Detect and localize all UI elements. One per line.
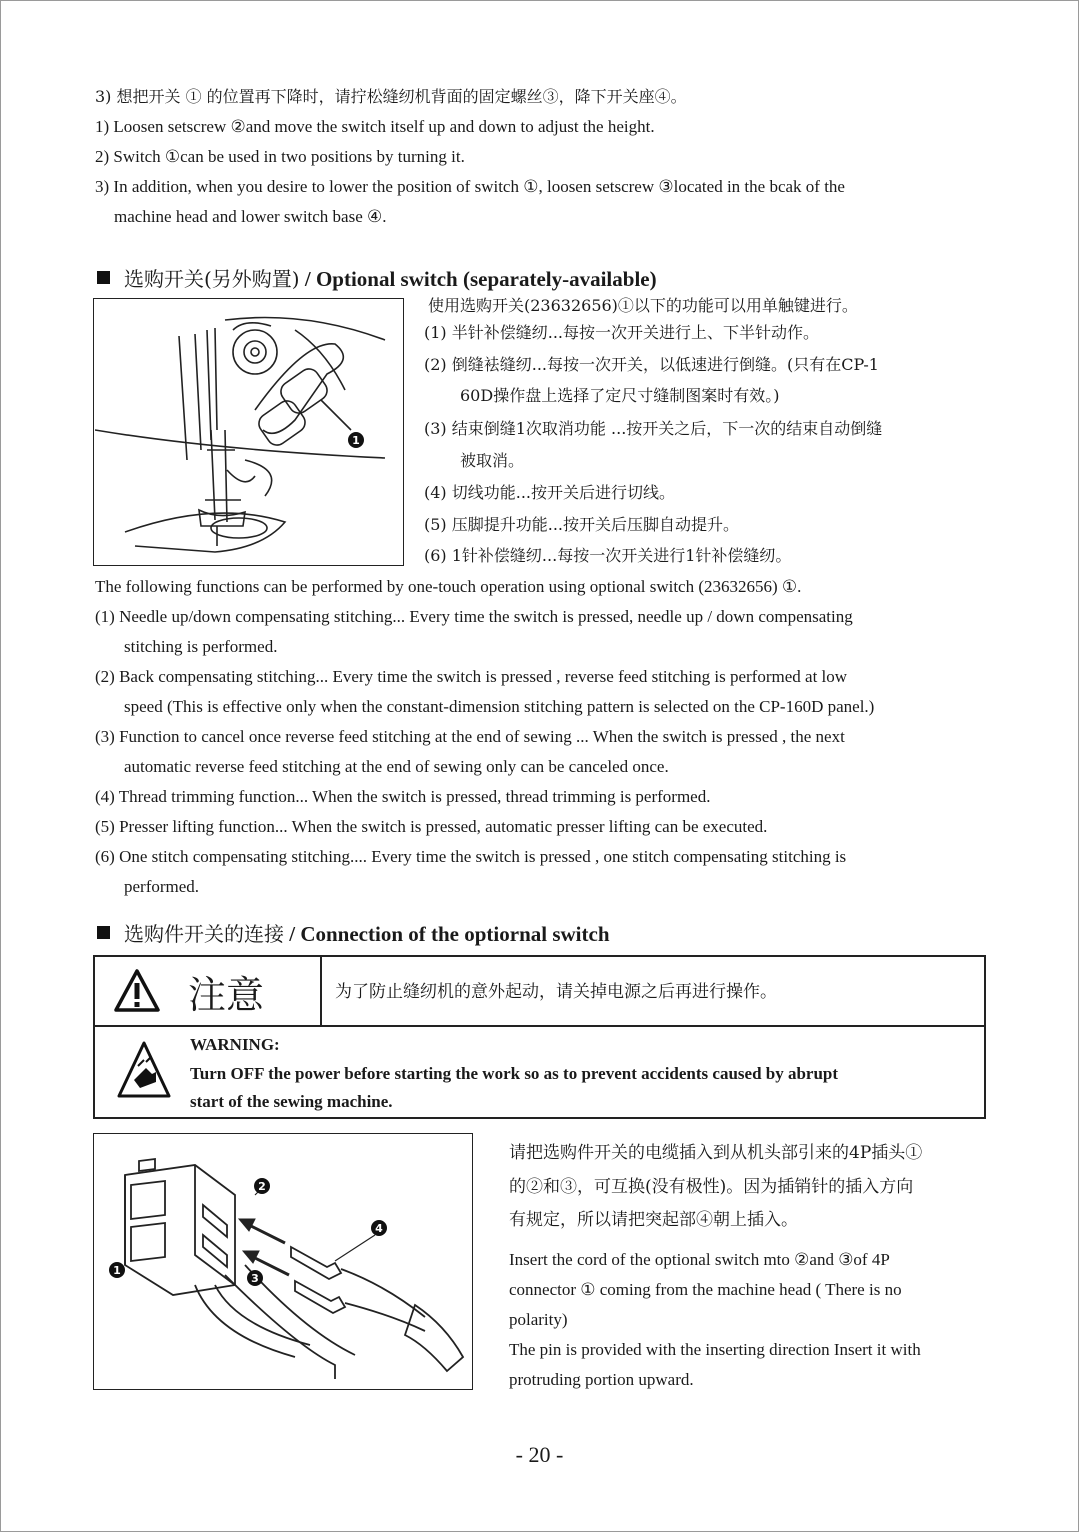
connect-cn-line-3: 有规定，所以请把突起部④朝上插入。 xyxy=(509,1210,798,1230)
square-bullet-icon xyxy=(97,926,110,939)
heading-cn: 选购开关(另外购置) xyxy=(124,267,300,291)
callout-4-label: 4 xyxy=(375,1222,383,1235)
section-connection-heading xyxy=(97,918,610,947)
en-item-1: (1) Needle up/down compensating stitching... Every time the switch is pressed, needle up / down compensating xyxy=(95,607,853,626)
en-item-2-cont: speed (This is effective only when the constant-dimension stitching pattern is selected on the CP-160D panel.) xyxy=(124,697,875,716)
en-item-3: (3) Function to cancel once reverse feed stitching at the end of sewing ... When the switch is pressed , the next xyxy=(95,727,845,746)
en-intro: The following functions can be performed by one-touch operation using optional switch (23632656) ①. xyxy=(95,577,802,596)
top-en-line-1: 1) Loosen setscrew ②and move the switch itself up and down to adjust the height. xyxy=(95,117,655,136)
connect-cn-line-1: 请把选购件开关的电缆插入到从机头部引来的4P插头① xyxy=(509,1143,923,1163)
en-item-6-cont: performed. xyxy=(124,877,200,896)
cn-intro: 使用选购开关(23632656)①以下的功能可以用单触键进行。 xyxy=(428,296,858,315)
en-item-1-cont: stitching is performed. xyxy=(124,637,278,656)
cn-item-6: (6) 1针补偿缝纫...每按一次开关进行1针补偿缝纫。 xyxy=(424,546,792,565)
top-en-line-3a: 3) In addition, when you desire to lower the position of switch ①, loosen setscrew ③located in the bcak of the xyxy=(95,177,845,196)
callout-3-label: 3 xyxy=(251,1272,259,1285)
callout-2-label: 2 xyxy=(258,1180,266,1193)
sewing-machine-illustration xyxy=(95,300,402,564)
cn-item-2-cont: 60D操作盘上选择了定尺寸缝制图案时有效。) xyxy=(460,386,780,405)
connect-cn-line-2: 的②和③，可互换(没有极性)。因为插销针的插入方向 xyxy=(509,1177,914,1197)
connect-en-line-2: connector ① coming from the machine head ( There is no xyxy=(509,1280,902,1299)
en-item-5: (5) Presser lifting function... When the switch is pressed, automatic presser lifting can be executed. xyxy=(95,817,768,836)
connect-en-line-5: protruding portion upward. xyxy=(509,1370,694,1389)
en-item-6: (6) One stitch compensating stitching.... Every time the switch is pressed , one stitch compensating stitching is xyxy=(95,847,847,866)
hand-hazard-warning-icon xyxy=(116,1040,172,1100)
connect-en-line-1: Insert the cord of the optional switch mto ②and ③of 4P xyxy=(509,1250,890,1269)
caution-title: 注意 xyxy=(188,973,265,1017)
caution-text: 为了防止缝纫机的意外起动，请关掉电源之后再进行操作。 xyxy=(335,982,777,1002)
top-en-line-2: 2) Switch ①can be used in two positions by turning it. xyxy=(95,147,465,166)
cn-item-3-cont: 被取消。 xyxy=(460,451,525,470)
caution-separator xyxy=(95,1025,984,1027)
top-cn-line: 3) 想把开关 ① 的位置再下降时，请拧松缝纫机背面的固定螺丝③，降下开关座④。 xyxy=(95,87,687,106)
square-bullet-icon xyxy=(97,271,110,284)
section-optional-switch-heading xyxy=(97,263,657,292)
warning-text-1: Turn OFF the power before starting the work so as to prevent accidents caused by abrupt xyxy=(190,1064,839,1083)
warning-label: WARNING: xyxy=(190,1035,280,1054)
caution-divider xyxy=(320,957,322,1026)
heading-en: / Connection of the optiornal switch xyxy=(284,922,610,946)
cn-item-2: (2) 倒缝袪缝纫...每按一次开关，以低速进行倒缝。(只有在CP-1 xyxy=(424,355,879,374)
caution-triangle-icon xyxy=(113,968,161,1014)
top-en-line-3b: machine head and lower switch base ④. xyxy=(114,207,387,226)
cn-item-1: (1) 半针补偿缝纫...每按一次开关进行上、下半针动作。 xyxy=(424,323,820,342)
cn-item-3: (3) 结束倒缝1次取消功能 ...按开关之后，下一次的结束自动倒缝 xyxy=(424,419,883,438)
connector-illustration xyxy=(95,1135,471,1388)
heading-cn: 选购件开关的连接 xyxy=(124,922,284,946)
connect-en-line-4: The pin is provided with the inserting direction Insert it with xyxy=(509,1340,921,1359)
warning-text-2: start of the sewing machine. xyxy=(190,1092,393,1111)
cn-item-4: (4) 切线功能...按开关后进行切线。 xyxy=(424,483,676,502)
en-item-2: (2) Back compensating stitching... Every time the switch is pressed , reverse feed stitching is performed at low xyxy=(95,667,848,686)
callout-1-label: 1 xyxy=(352,434,360,447)
page-number: - 20 - xyxy=(515,1442,564,1467)
en-item-3-cont: automatic reverse feed stitching at the end of sewing only can be canceled once. xyxy=(124,757,669,776)
en-item-4: (4) Thread trimming function... When the switch is pressed, thread trimming is performed. xyxy=(95,787,711,806)
callout-1-label: 1 xyxy=(113,1264,121,1277)
connect-en-line-3: polarity) xyxy=(509,1310,568,1329)
cn-item-5: (5) 压脚提升功能...按开关后压脚自动提升。 xyxy=(424,515,740,534)
heading-en: / Optional switch (separately-available) xyxy=(299,267,657,291)
